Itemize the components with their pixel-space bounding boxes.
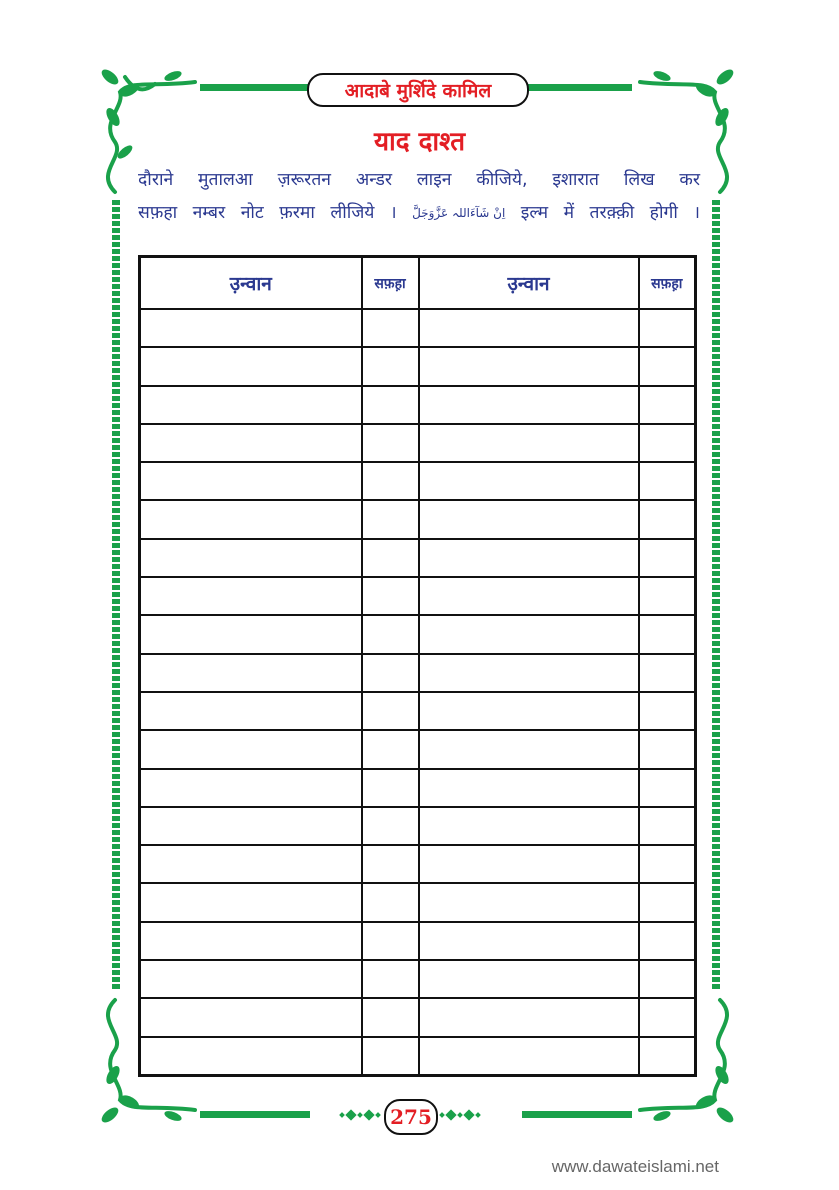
title-cell[interactable] [419,692,639,730]
title-cell[interactable] [140,615,362,653]
page-cell[interactable] [639,998,696,1036]
title-cell[interactable] [140,539,362,577]
title-cell[interactable] [140,807,362,845]
table-row [140,1037,696,1076]
table-row [140,998,696,1036]
page-cell[interactable] [639,500,696,538]
title-cell[interactable] [419,807,639,845]
table-header-row [140,257,696,310]
page-cell[interactable] [639,692,696,730]
title-cell[interactable] [140,309,362,347]
title-cell[interactable] [140,730,362,768]
title-cell[interactable] [419,960,639,998]
table-row [140,309,696,347]
title-cell[interactable] [419,309,639,347]
website-url: www.dawateislami.net [551,1157,719,1176]
table-row [140,424,696,462]
page-cell[interactable] [362,654,419,692]
book-title-badge [307,73,529,107]
table-row [140,462,696,500]
title-cell[interactable] [140,386,362,424]
page-cell[interactable] [639,922,696,960]
page-number-badge [384,1099,438,1135]
top-border-line-left [200,84,310,91]
page-cell[interactable] [362,347,419,385]
page-cell[interactable] [639,807,696,845]
page-cell[interactable] [362,462,419,500]
page-number: 275 [390,1105,432,1129]
bottom-border-line-left [200,1111,310,1118]
page-heading: याद दाश्त [373,127,466,157]
title-cell[interactable] [419,998,639,1036]
title-cell[interactable] [140,998,362,1036]
page-cell[interactable] [639,730,696,768]
top-border-line-right [522,84,632,91]
notes-table [138,255,697,1077]
instruction-line-2: सफ़हा नम्बर नोट फ़रमा लीजिये । اِنْ شَآءَاللہ عَزَّوَجَلَّ इल्म में तरक़्क़ी होगी । [138,197,700,230]
table-row [140,883,696,921]
title-cell[interactable] [419,539,639,577]
page-cell[interactable] [362,500,419,538]
title-cell[interactable] [419,1037,639,1076]
title-cell[interactable] [140,654,362,692]
title-cell[interactable] [419,845,639,883]
title-cell[interactable] [140,1037,362,1076]
page-cell[interactable] [639,424,696,462]
title-cell[interactable] [140,500,362,538]
bottom-border-line-right [522,1111,632,1118]
title-cell[interactable] [140,883,362,921]
title-cell[interactable] [419,922,639,960]
page-cell[interactable] [362,807,419,845]
table-row [140,922,696,960]
page-cell[interactable] [639,615,696,653]
page-cell[interactable] [362,883,419,921]
page-cell[interactable] [639,845,696,883]
page-cell[interactable] [362,615,419,653]
page-cell[interactable] [362,769,419,807]
page-cell[interactable] [362,960,419,998]
page-cell[interactable] [639,654,696,692]
table-row [140,386,696,424]
table-row [140,960,696,998]
page-cell[interactable] [362,539,419,577]
title-cell[interactable] [140,577,362,615]
title-cell[interactable] [140,960,362,998]
table-row [140,769,696,807]
title-cell[interactable] [419,500,639,538]
page-cell[interactable] [639,347,696,385]
title-cell[interactable] [419,577,639,615]
page-cell[interactable] [362,998,419,1036]
table-row [140,577,696,615]
table-row [140,539,696,577]
page-cell[interactable] [639,769,696,807]
title-cell[interactable] [419,769,639,807]
book-title: आदाबे मुर्शिदे कामिल [344,80,492,102]
page-cell[interactable] [362,386,419,424]
column-header-title-2: उ़न्वान [419,257,639,310]
left-border-dashes [112,200,120,990]
footer-beads-right [440,1110,480,1120]
column-header-page-1: सफ़ह़ा [362,257,419,310]
title-cell[interactable] [419,347,639,385]
page-cell[interactable] [362,692,419,730]
title-cell[interactable] [419,615,639,653]
title-cell[interactable] [140,692,362,730]
right-border-dashes [712,200,720,990]
footer-beads-left [340,1110,380,1120]
title-cell[interactable] [419,654,639,692]
title-cell[interactable] [140,462,362,500]
table-row [140,654,696,692]
title-cell[interactable] [140,347,362,385]
page-cell[interactable] [362,730,419,768]
page-cell[interactable] [362,1037,419,1076]
page-cell[interactable] [639,577,696,615]
title-cell[interactable] [140,922,362,960]
title-cell[interactable] [419,883,639,921]
table-row [140,692,696,730]
table-row [140,730,696,768]
column-header-page-2: सफ़ह़ा [639,257,696,310]
title-cell[interactable] [140,845,362,883]
arabic-phrase: اِنْ شَآءَاللہ عَزَّوَجَلَّ [412,206,506,220]
title-cell[interactable] [419,462,639,500]
page-cell[interactable] [639,1037,696,1076]
table-body [140,309,696,1075]
page-cell[interactable] [639,883,696,921]
page-cell[interactable] [362,577,419,615]
table-row [140,615,696,653]
title-cell[interactable] [140,424,362,462]
page-cell[interactable] [639,462,696,500]
table-row [140,807,696,845]
title-cell[interactable] [419,386,639,424]
page-cell[interactable] [639,309,696,347]
page-cell[interactable] [362,845,419,883]
page-cell[interactable] [362,309,419,347]
page-cell[interactable] [362,922,419,960]
instruction-paragraph [138,164,700,230]
page-cell[interactable] [639,960,696,998]
table-row [140,845,696,883]
column-header-title-1: उ़न्वान [140,257,362,310]
table-row [140,347,696,385]
page-cell[interactable] [639,539,696,577]
title-cell[interactable] [419,730,639,768]
page-cell[interactable] [362,424,419,462]
page-cell[interactable] [639,386,696,424]
title-cell[interactable] [419,424,639,462]
table-row [140,500,696,538]
instruction-line-1: दौराने मुतालआ ज़रूरतन अन्डर लाइन कीजिये, इशारात लिख कर [138,170,700,190]
title-cell[interactable] [140,769,362,807]
